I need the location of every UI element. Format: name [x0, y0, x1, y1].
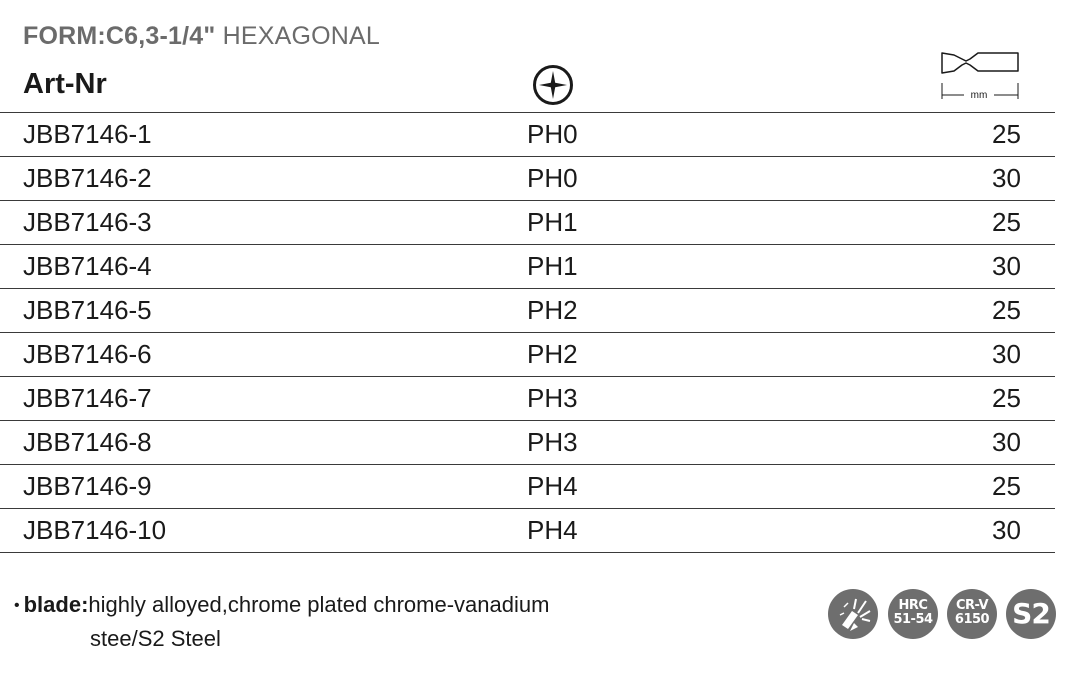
art-nr-cell: JBB7146-2: [0, 157, 526, 201]
length-cell: 25: [827, 113, 1055, 157]
phillips-cross-icon: [532, 64, 574, 106]
length-cell: 25: [827, 377, 1055, 421]
table-row: [0, 421, 1055, 465]
ph-size-cell: PH0: [526, 157, 827, 201]
ph-size-cell: PH2: [526, 289, 827, 333]
hrc-line1: HRC: [898, 598, 928, 613]
table-row: [0, 509, 1055, 553]
ph-size-cell: PH3: [526, 377, 827, 421]
crv-line2: 6150: [954, 612, 990, 627]
art-nr-cell: JBB7146-10: [0, 509, 526, 553]
hrc-line2: 51-54: [893, 612, 933, 627]
table-row: [0, 377, 1055, 421]
length-cell: 30: [827, 333, 1055, 377]
crv-badge: [947, 589, 997, 639]
length-cell: 30: [827, 509, 1055, 553]
unit-label: mm: [970, 90, 988, 101]
art-nr-cell: JBB7146-6: [0, 333, 526, 377]
length-cell: 30: [827, 157, 1055, 201]
spec-label: blade:: [23, 592, 89, 617]
length-cell: 30: [827, 245, 1055, 289]
art-nr-cell: JBB7146-5: [0, 289, 526, 333]
art-nr-cell: JBB7146-7: [0, 377, 526, 421]
bullet-dot: •: [14, 597, 20, 614]
ph-size-cell: PH4: [526, 509, 827, 553]
ph-size-cell: PH1: [526, 201, 827, 245]
table-row: [0, 157, 1055, 201]
art-nr-cell: JBB7146-4: [0, 245, 526, 289]
ph-size-cell: PH3: [526, 421, 827, 465]
column-header-art-nr: Art-Nr: [23, 68, 107, 100]
art-nr-cell: JBB7146-8: [0, 421, 526, 465]
material-badges: [828, 589, 1058, 641]
length-cell: 25: [827, 289, 1055, 333]
bit-length-icon: [936, 49, 1020, 101]
form-label: FORM:C6,3-1/4": [23, 22, 216, 50]
art-nr-cell: JBB7146-3: [0, 201, 526, 245]
table-row: [0, 289, 1055, 333]
table-row: [0, 465, 1055, 509]
table-row: [0, 201, 1055, 245]
sparks-hardness-icon: [828, 589, 878, 639]
ph-size-cell: PH2: [526, 333, 827, 377]
form-type: HEXAGONAL: [222, 22, 381, 50]
hardness-badge: [828, 589, 878, 639]
bit-table: [0, 113, 1055, 553]
spec-text-line1: highly alloyed,chrome plated chrome-vanadium: [88, 592, 550, 617]
table-row: [0, 245, 1055, 289]
crv-line1: CR-V: [955, 598, 989, 613]
table-row: [0, 113, 1055, 157]
art-nr-cell: JBB7146-9: [0, 465, 526, 509]
ph-size-cell: PH0: [526, 113, 827, 157]
table-row: [0, 333, 1055, 377]
length-cell: 25: [827, 201, 1055, 245]
length-cell: 30: [827, 421, 1055, 465]
art-nr-cell: JBB7146-1: [0, 113, 526, 157]
blade-spec: [14, 588, 549, 655]
hrc-badge: [888, 589, 938, 639]
ph-size-cell: PH1: [526, 245, 827, 289]
form-title: [23, 22, 380, 51]
spec-text-line2: stee/S2 Steel: [90, 626, 221, 651]
length-cell: 25: [827, 465, 1055, 509]
ph-size-cell: PH4: [526, 465, 827, 509]
s2-badge: S2: [1006, 589, 1056, 639]
